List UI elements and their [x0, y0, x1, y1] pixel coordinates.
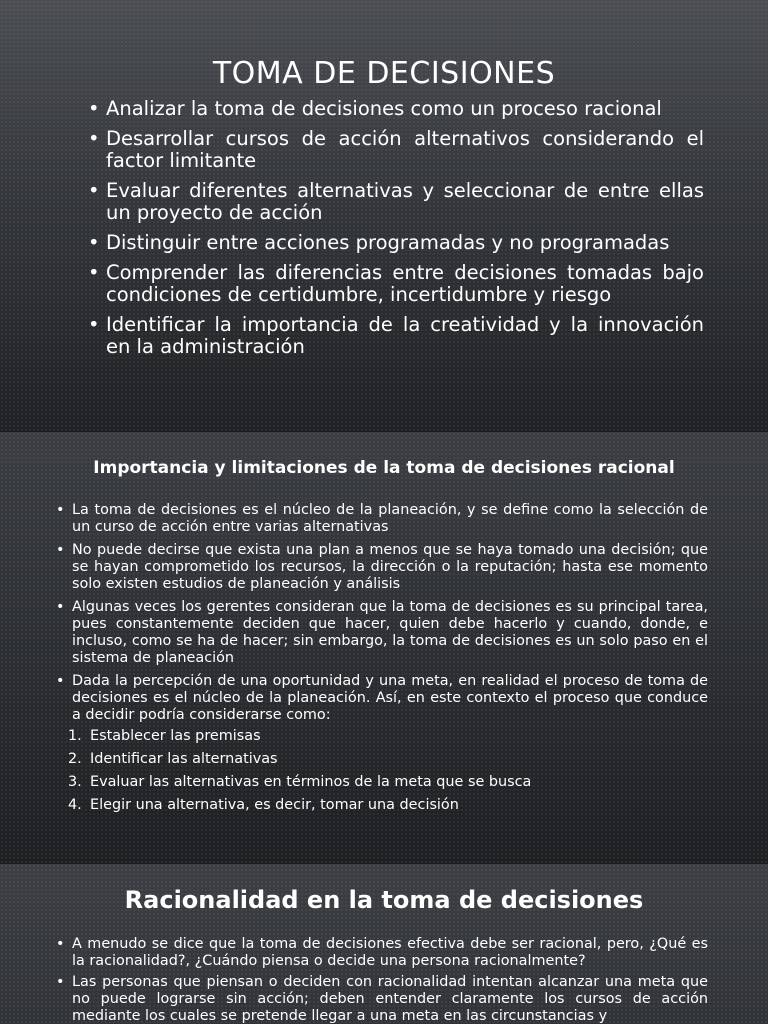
list-item: • Dada la percepción de una oportunidad y una meta, en realidad el proceso de toma de decisiones es el núcleo de la planeación. Así, en este contexto el proceso que conduce a decidir podría considerarse como:	[56, 673, 708, 724]
slide-importance	[0, 432, 768, 864]
step-number: 3.	[68, 774, 82, 790]
list-item: • Identificar la importancia de la creatividad y la innovación en la administración	[88, 314, 704, 358]
list-item: • Comprender las diferencias entre decisiones tomadas bajo condiciones de certidumbre, incertidumbre y riesgo	[88, 262, 704, 306]
step-number: 2.	[68, 751, 82, 767]
step-item	[68, 728, 708, 745]
slide-title: TOMA DE DECISIONES	[212, 56, 556, 91]
slide-title: Importancia y limitaciones de la toma de decisiones racional	[93, 458, 675, 478]
slide-objectives	[0, 0, 768, 432]
list-item: • Analizar la toma de decisiones como un proceso racional	[88, 98, 704, 120]
slide-rationality	[0, 864, 768, 1024]
objectives-list	[88, 98, 704, 366]
step-number: 4.	[68, 797, 82, 813]
step-item	[68, 797, 708, 814]
list-item: • La toma de decisiones es el núcleo de la planeación, y se define como la selección de un curso de acción entre varias alternativas	[56, 502, 708, 536]
slide-title: Racionalidad en la toma de decisiones	[124, 886, 644, 914]
rationality-list	[56, 936, 708, 1024]
step-item	[68, 751, 708, 768]
importance-list	[56, 502, 708, 730]
list-item: • No puede decirse que exista una plan a menos que se haya tomado una decisión; que se hayan comprometido los recursos, la dirección o la reputación; hasta ese momento solo existen estudios de planeación y análisis	[56, 542, 708, 593]
list-item: • A menudo se dice que la toma de decisiones efectiva debe ser racional, pero, ¿Qué es la racionalidad?, ¿Cuándo piensa o decide una persona racionalmente?	[56, 936, 708, 970]
list-item: • Desarrollar cursos de acción alternativos considerando el factor limitante	[88, 128, 704, 172]
step-item	[68, 774, 708, 791]
step-text: Identificar las alternativas	[90, 751, 278, 767]
step-text: Elegir una alternativa, es decir, tomar una decisión	[90, 797, 459, 813]
step-text: Evaluar las alternativas en términos de la meta que se busca	[90, 774, 532, 790]
step-text: Establecer las premisas	[90, 728, 261, 744]
step-number: 1.	[68, 728, 82, 744]
process-steps-list	[68, 728, 708, 820]
list-item: • Las personas que piensan o deciden con racionalidad intentan alcanzar una meta que no puede lograrse sin acción; deben entender claramente los cursos de acción mediante los cuales se pretende llegar a una meta en las circunstancias y	[56, 974, 708, 1024]
list-item: • Evaluar diferentes alternativas y seleccionar de entre ellas un proyecto de acción	[88, 180, 704, 224]
list-item: • Algunas veces los gerentes consideran que la toma de decisiones es su principal tarea, pues constantemente deciden que hacer, quien debe hacerlo y cuando, donde, e incluso, como se ha de hacer; sin embargo, la toma de decisiones es un solo paso en el sistema de planeación	[56, 599, 708, 667]
list-item: • Distinguir entre acciones programadas y no programadas	[88, 232, 704, 254]
